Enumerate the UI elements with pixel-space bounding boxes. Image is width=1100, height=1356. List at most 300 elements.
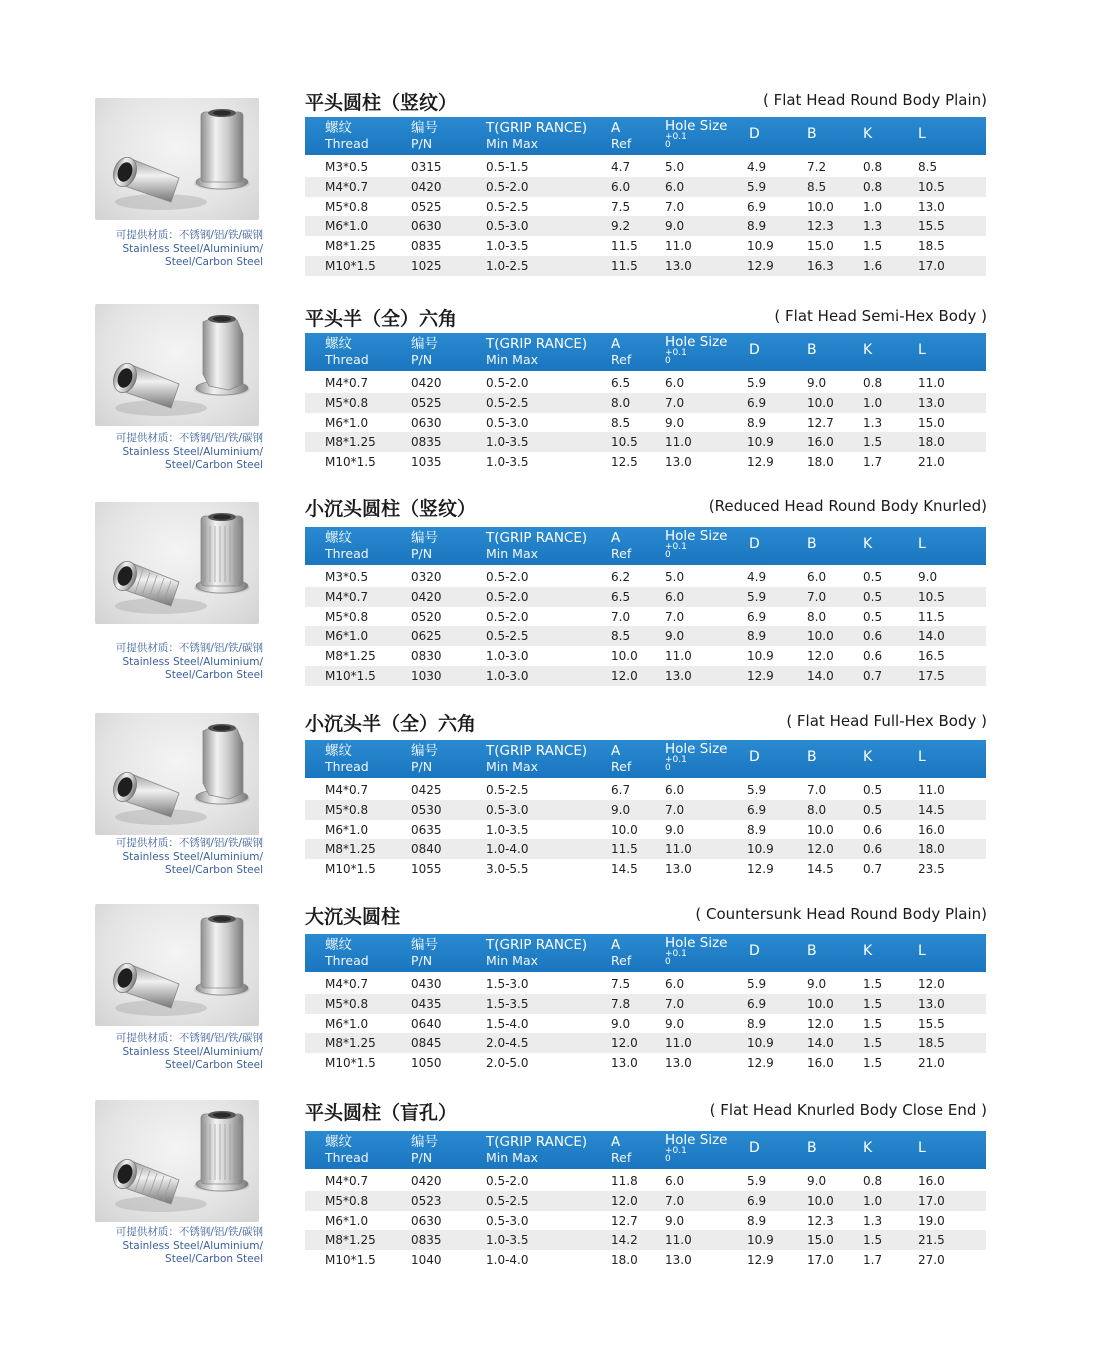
table-cell: 16.0 [918,822,945,837]
material-note [95,432,263,473]
table-cell: 11.0 [918,376,945,390]
col-hole-size [665,1134,727,1163]
header-line-1: 螺纹 [325,1134,352,1150]
table-cell: 5.0 [665,570,685,584]
table-cell: 1.7 [863,455,883,470]
col-hole-size [665,336,727,365]
table-cell: 12.0 [807,842,834,857]
table-row [305,587,986,607]
table-cell: 8.0 [611,395,631,410]
table-cell: 12.9 [747,1253,774,1268]
col-b: B [807,943,817,959]
hole-size-label: Hole Size [665,935,728,951]
table-cell: 6.9 [747,996,767,1011]
table-cell: 21.0 [918,455,945,470]
header-line-1: A [611,937,621,953]
table-cell: 0630 [411,219,442,234]
table-cell: 0.5 [863,589,883,604]
table-cell: 0625 [411,629,442,644]
table-row [305,994,986,1014]
table-cell: M10*1.5 [325,1253,376,1268]
table-cell: M5*0.8 [325,996,369,1011]
table-cell: 13.0 [665,669,692,683]
table-cell: 15.0 [918,415,945,430]
header-line-2: Min Max [486,759,538,774]
table-cell: 0420 [411,589,442,604]
table-cell: 9.0 [611,802,631,817]
table-cell: 1.5 [863,1016,883,1031]
table-cell: 0320 [411,570,442,584]
table-header [305,1131,986,1169]
table-cell: 0420 [411,376,442,390]
table-cell: 27.0 [918,1253,945,1268]
table-cell: 15.0 [807,1233,834,1248]
table-row [305,216,986,236]
table-cell: 1.0 [863,1193,883,1208]
table-cell: 1030 [411,669,442,683]
product-photo [95,304,259,426]
col-grip-range [486,531,587,561]
col-grip-range [486,1135,587,1165]
header-line-2: Thread [325,136,369,151]
table-row [305,839,986,859]
material-line: Stainless Steel/Aluminium/ [122,1239,263,1252]
table-row [305,256,986,276]
table-cell: 0425 [411,783,442,797]
table-cell: M4*0.7 [325,1174,369,1188]
col-k: K [863,1140,873,1156]
hole-tolerance-upper: +0.1 [665,755,687,765]
table-cell: 0.5 [863,570,883,584]
table-cell: 13.0 [918,395,945,410]
section-title-en: ( Countersunk Head Round Body Plain) [695,905,987,923]
table-cell: 11.0 [665,435,692,450]
col-d: D [749,749,760,765]
table-cell: 12.7 [807,415,834,430]
table-cell: 0.5-2.5 [486,199,529,214]
hole-tolerance-upper: +0.1 [665,132,687,142]
col-thread [325,744,369,774]
table-cell: 6.9 [747,1193,767,1208]
table-cell: 14.5 [611,862,638,877]
table-cell: M10*1.5 [325,455,376,470]
header-line-2: P/N [411,1150,433,1165]
table-cell: 12.0 [807,649,834,664]
table-row [305,1230,986,1250]
table-cell: 1025 [411,259,442,273]
table-cell: 9.0 [807,977,827,991]
table-cell: 17.5 [918,669,945,683]
table-cell: 12.9 [747,259,774,273]
table-cell: 0.5-2.0 [486,589,529,604]
header-line-2: Ref [611,546,632,561]
col-d: D [749,943,760,959]
table-cell: 12.9 [747,455,774,470]
col-a-ref [611,337,631,367]
table-header [305,117,986,155]
material-line: 可提供材质：不锈钢/铝/铁/碳钢 [115,1226,263,1238]
header-line-1: A [611,120,621,136]
table-cell: 11.5 [611,842,638,857]
table-cell: 15.5 [918,219,945,234]
table-cell: 8.5 [807,179,827,194]
product-photo [95,98,259,220]
table-cell: 8.9 [747,629,767,644]
table-cell: 9.0 [665,822,685,837]
table-cell: 7.0 [665,802,685,817]
table-cell: M10*1.5 [325,259,376,273]
table-cell: 0.5-2.0 [486,179,529,194]
table-cell: 6.5 [611,589,631,604]
table-cell: M5*0.8 [325,802,369,817]
col-a-ref [611,938,631,968]
table-cell: M8*1.25 [325,1036,376,1051]
header-line-1: T(GRIP RANCE) [486,336,588,352]
table-cell: 10.0 [611,822,638,837]
table-cell: 1.5 [863,1036,883,1051]
col-grip-range [486,938,587,968]
table-row [305,177,986,197]
material-line: 可提供材质：不锈钢/铝/铁/碳钢 [115,837,263,849]
header-line-2: Min Max [486,546,538,561]
header-line-2: Ref [611,759,632,774]
hole-tolerance-upper: +0.1 [665,949,687,959]
hole-size-label: Hole Size [665,118,728,134]
col-thread [325,531,369,561]
table-cell: 0.6 [863,649,883,664]
section-title-en: ( Flat Head Round Body Plain) [762,91,987,109]
table-cell: 6.0 [665,977,685,991]
table-row [305,1014,986,1034]
table-cell: 0.7 [863,669,883,683]
header-line-1: 编号 [411,120,438,136]
table-cell: 11.5 [918,609,945,624]
header-line-1: 编号 [411,1134,438,1150]
table-cell: M6*1.0 [325,1016,369,1031]
table-cell: 0.5-2.5 [486,629,529,644]
table-cell: 8.9 [747,822,767,837]
table-cell: 9.0 [665,1016,685,1031]
table-cell: 8.5 [611,415,631,430]
col-grip-range [486,744,587,774]
section-title-cn: 平头半（全）六角 [305,308,458,330]
table-cell: 10.0 [611,649,638,664]
table-cell: 7.0 [665,199,685,214]
table-cell: 0640 [411,1016,442,1031]
col-d: D [749,126,760,142]
table-cell: 1.5-4.0 [486,1016,529,1031]
header-line-2: P/N [411,546,433,561]
table-cell: 1.3 [863,415,883,430]
col-l: L [918,749,926,765]
product-section [95,709,987,909]
table-cell: 0.5-2.5 [486,395,529,410]
table-cell: 13.0 [665,862,692,877]
table-cell: 1050 [411,1056,442,1071]
section-title-cn: 平头圆柱（盲孔） [305,1102,458,1124]
col-grip-range [486,121,587,151]
col-grip-range [486,337,587,367]
header-line-2: P/N [411,136,433,151]
table-cell: 0.8 [863,179,883,194]
table-cell: 21.5 [918,1233,945,1248]
table-cell: 11.0 [665,239,692,254]
table-cell: 21.0 [918,1056,945,1071]
col-hole-size [665,743,727,772]
table-cell: M6*1.0 [325,629,369,644]
table-cell: 13.0 [665,1056,692,1071]
section-title-cn: 小沉头半（全）六角 [305,713,477,735]
table-cell: 10.9 [747,649,774,664]
table-cell: 6.0 [665,589,685,604]
table-cell: 12.9 [747,669,774,683]
table-cell: 0635 [411,822,442,837]
table-cell: M10*1.5 [325,1056,376,1071]
col-k: K [863,749,873,765]
table-cell: M6*1.0 [325,822,369,837]
table-cell: 10.0 [807,629,834,644]
table-cell: 0835 [411,1233,442,1248]
hole-size-label: Hole Size [665,334,728,350]
header-line-2: Thread [325,953,369,968]
section-title-en: ( Flat Head Knurled Body Close End ) [709,1101,987,1119]
table-cell: 8.9 [747,415,767,430]
section-title-en: (Reduced Head Round Body Knurled) [708,497,987,515]
table-cell: 0.5 [863,609,883,624]
table-cell: 19.0 [918,1213,945,1228]
table-cell: 1.0-3.0 [486,669,529,683]
product-photo [95,713,259,835]
col-thread [325,1135,369,1165]
table-cell: 0530 [411,802,442,817]
header-line-2: Ref [611,136,632,151]
header-line-2: Thread [325,1150,369,1165]
table-cell: 0.5-2.0 [486,609,529,624]
table-cell: 1.0 [863,395,883,410]
table-cell: 14.5 [807,862,834,877]
table-header [305,527,986,565]
material-line: Steel/Carbon Steel [165,1253,263,1265]
table-row [305,157,986,177]
product-photo [95,904,259,1026]
table-cell: 8.9 [747,1016,767,1031]
material-note [95,1032,263,1073]
table-cell: 11.0 [918,783,945,797]
table-cell: 3.0-5.5 [486,862,529,877]
table-cell: 9.0 [807,376,827,390]
material-note [95,642,263,683]
table-cell: 8.5 [918,160,938,174]
product-section [95,1096,987,1296]
table-cell: 11.5 [611,239,638,254]
col-d: D [749,1140,760,1156]
table-cell: 7.0 [611,609,631,624]
table-cell: 0420 [411,1174,442,1188]
table-row [305,974,986,994]
table-cell: 18.0 [918,435,945,450]
col-k: K [863,536,873,552]
table-cell: 18.0 [918,842,945,857]
table-row [305,1053,986,1073]
table-cell: 1.5 [863,435,883,450]
table-row [305,393,986,413]
table-row [305,1250,986,1270]
material-line: Steel/Carbon Steel [165,256,263,268]
table-cell: 13.0 [611,1056,638,1071]
col-k: K [863,342,873,358]
header-line-1: T(GRIP RANCE) [486,120,588,136]
header-line-1: A [611,336,621,352]
header-line-2: P/N [411,953,433,968]
header-line-2: P/N [411,352,433,367]
table-cell: M8*1.25 [325,435,376,450]
table-cell: 0.5-3.0 [486,1213,529,1228]
table-row [305,800,986,820]
table-cell: 17.0 [807,1253,834,1268]
table-cell: 0.5-2.0 [486,376,529,390]
table-cell: 0.6 [863,629,883,644]
table-cell: 0525 [411,199,442,214]
table-cell: 7.0 [665,1193,685,1208]
table-row [305,626,986,646]
table-row [305,413,986,433]
table-cell: 1035 [411,455,442,470]
hole-tolerance-upper: +0.1 [665,542,687,552]
table-cell: 10.9 [747,239,774,254]
table-cell: 7.5 [611,977,631,991]
table-cell: 0.5-2.0 [486,570,529,584]
col-b: B [807,126,817,142]
material-line: Stainless Steel/Aluminium/ [122,850,263,863]
table-cell: 5.9 [747,783,767,797]
table-cell: 8.5 [611,629,631,644]
table-cell: 0.5-3.0 [486,219,529,234]
table-cell: 0.5-2.5 [486,1193,529,1208]
table-cell: M5*0.8 [325,395,369,410]
table-cell: 15.0 [807,239,834,254]
table-cell: 6.9 [747,199,767,214]
col-thread [325,337,369,367]
table-cell: 9.0 [665,415,685,430]
table-cell: 14.0 [807,669,834,683]
table-cell: 14.0 [807,1036,834,1051]
table-cell: 0523 [411,1193,442,1208]
table-cell: 10.0 [807,1193,834,1208]
table-row [305,1191,986,1211]
table-row [305,567,986,587]
table-cell: 13.0 [918,199,945,214]
table-cell: M6*1.0 [325,219,369,234]
table-cell: 6.9 [747,395,767,410]
table-cell: 9.0 [665,219,685,234]
col-b: B [807,1140,817,1156]
table-cell: 13.0 [665,259,692,273]
hole-tolerance-lower: 0 [665,1154,671,1164]
table-cell: 12.5 [611,455,638,470]
table-cell: 4.9 [747,160,767,174]
table-cell: 14.5 [918,802,945,817]
table-cell: 0835 [411,435,442,450]
table-cell: 5.9 [747,1174,767,1188]
header-line-1: T(GRIP RANCE) [486,743,588,759]
col-pn [411,121,438,151]
table-cell: M3*0.5 [325,570,369,584]
table-row [305,820,986,840]
col-hole-size [665,530,727,559]
table-cell: 6.0 [665,179,685,194]
table-cell: 12.9 [747,862,774,877]
table-cell: 5.9 [747,376,767,390]
table-cell: 12.3 [807,219,834,234]
table-cell: 14.0 [918,629,945,644]
table-header [305,333,986,371]
table-cell: 2.0-5.0 [486,1056,529,1071]
table-cell: 9.0 [807,1174,827,1188]
section-title-en: ( Flat Head Semi-Hex Body ) [774,307,987,325]
table-cell: 0435 [411,996,442,1011]
header-line-1: 螺纹 [325,336,352,352]
header-line-1: 螺纹 [325,937,352,953]
col-a-ref [611,531,631,561]
table-cell: 1.5-3.0 [486,977,529,991]
table-cell: 6.0 [611,179,631,194]
col-a-ref [611,744,631,774]
table-cell: 1.0-3.0 [486,649,529,664]
table-cell: 1.5 [863,996,883,1011]
table-cell: 16.0 [918,1174,945,1188]
table-row [305,432,986,452]
table-cell: 16.0 [807,1056,834,1071]
table-cell: 0835 [411,239,442,254]
table-cell: 9.2 [611,219,631,234]
material-line: Stainless Steel/Aluminium/ [122,242,263,255]
header-line-1: A [611,743,621,759]
table-cell: 14.2 [611,1233,638,1248]
hole-tolerance-lower: 0 [665,356,671,366]
table-cell: 23.5 [918,862,945,877]
header-line-2: Thread [325,352,369,367]
table-row [305,197,986,217]
header-line-1: 编号 [411,336,438,352]
table-cell: 0.5-1.5 [486,160,529,174]
table-cell: 0430 [411,977,442,991]
table-cell: M10*1.5 [325,669,376,683]
col-b: B [807,536,817,552]
table-cell: 10.0 [807,199,834,214]
header-line-1: A [611,530,621,546]
table-cell: 2.0-4.5 [486,1036,529,1051]
table-cell: 7.0 [665,609,685,624]
material-line: Steel/Carbon Steel [165,864,263,876]
table-cell: 6.0 [807,570,827,584]
table-cell: 1.0-3.5 [486,435,529,450]
header-line-2: Ref [611,1150,632,1165]
table-cell: 1.0-3.5 [486,455,529,470]
table-cell: M5*0.8 [325,199,369,214]
header-line-2: Min Max [486,352,538,367]
material-line: Steel/Carbon Steel [165,669,263,681]
table-cell: 8.0 [807,802,827,817]
table-cell: 10.9 [747,842,774,857]
header-line-2: Ref [611,352,632,367]
table-cell: M4*0.7 [325,783,369,797]
table-row [305,646,986,666]
table-cell: 1.0-4.0 [486,842,529,857]
table-cell: 11.5 [611,259,638,273]
table-cell: 5.9 [747,179,767,194]
table-cell: 6.7 [611,783,631,797]
table-cell: 0.5 [863,802,883,817]
